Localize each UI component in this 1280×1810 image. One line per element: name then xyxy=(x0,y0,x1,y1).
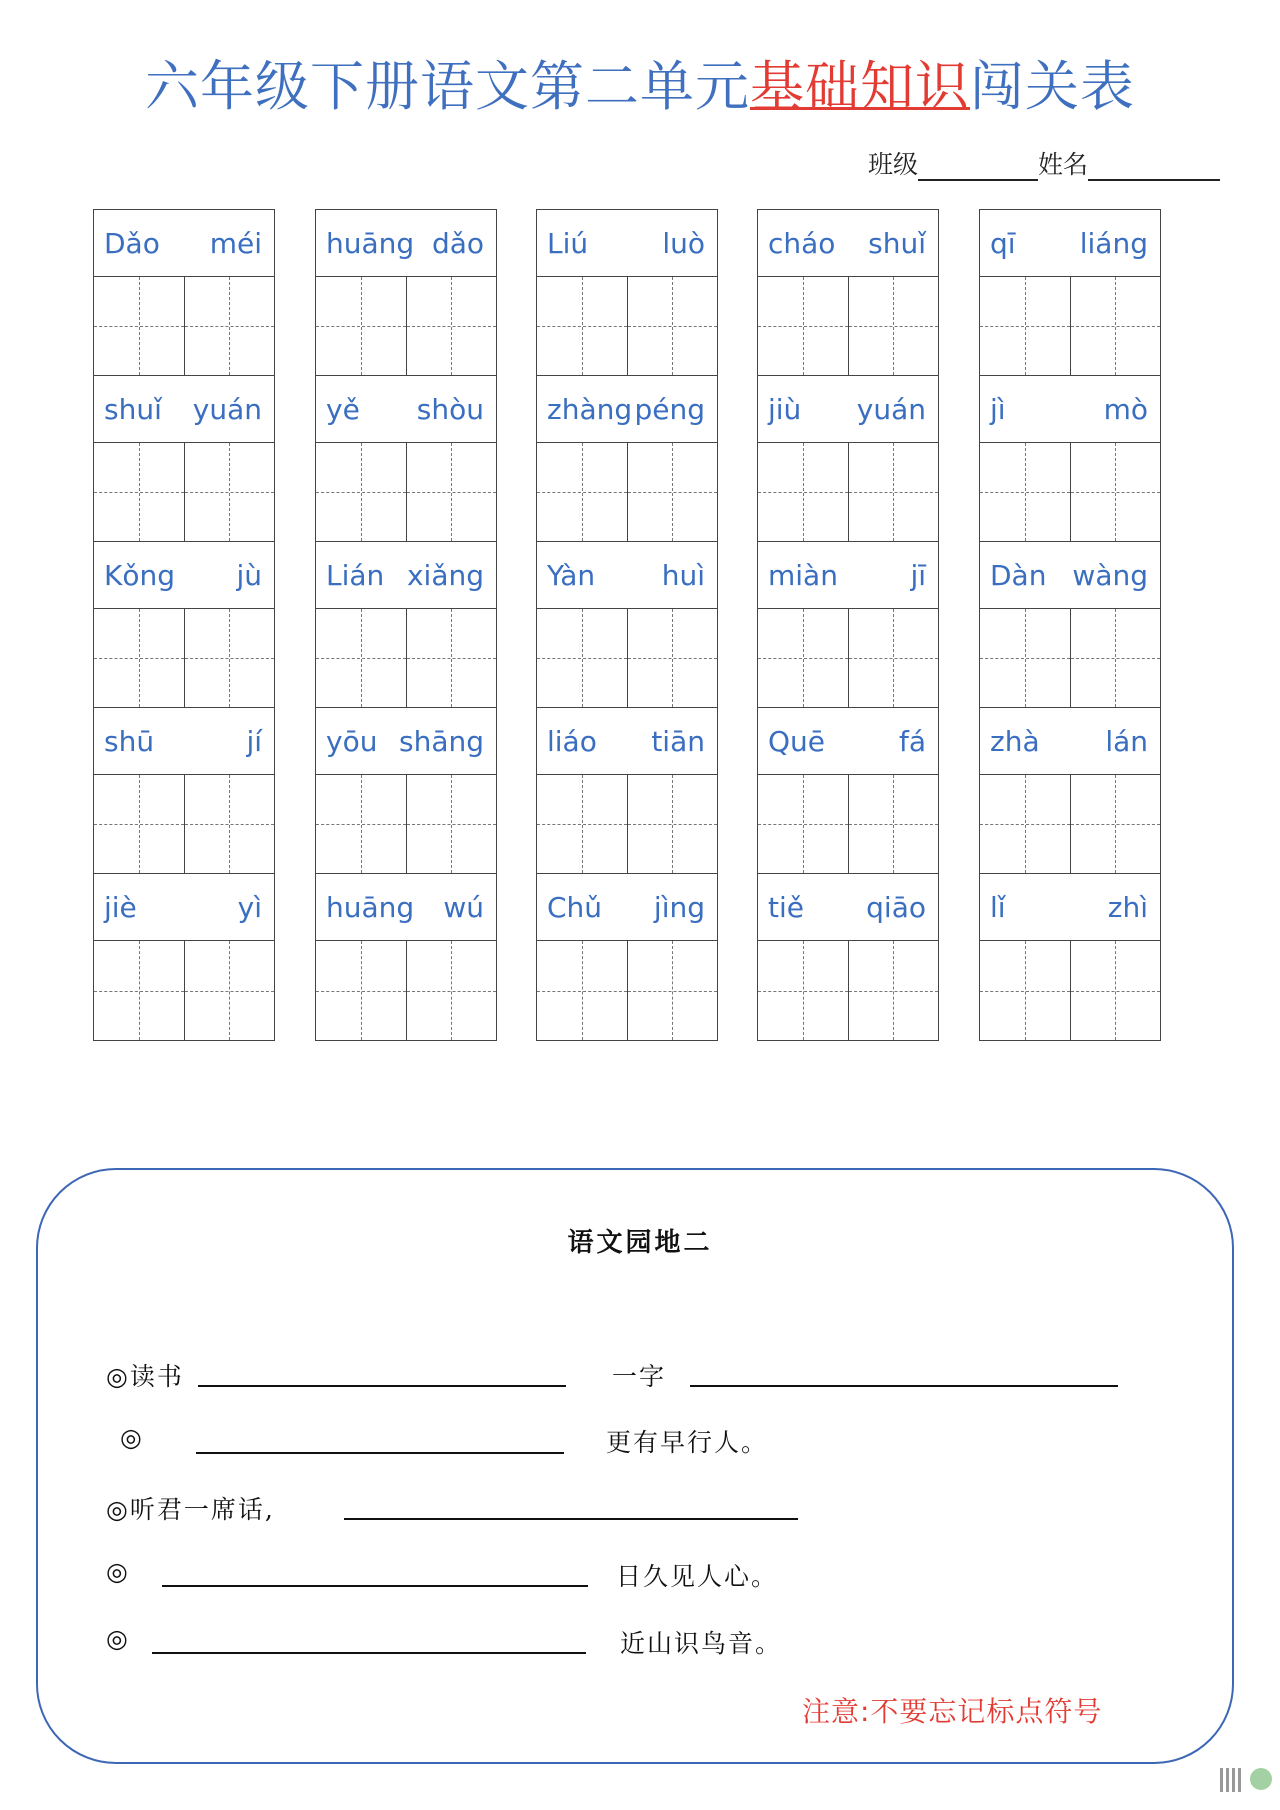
pinyin-syllable: jiù xyxy=(768,392,802,426)
writing-grid xyxy=(980,775,1160,874)
pinyin-row xyxy=(758,210,938,277)
pinyin-column-2 xyxy=(315,209,497,1041)
pinyin-row xyxy=(758,708,938,775)
pinyin-syllable: tiě xyxy=(768,890,804,924)
pinyin-syllable: qī xyxy=(990,226,1016,260)
writing-grid xyxy=(537,775,717,874)
pinyin-syllable: péng xyxy=(634,392,705,426)
pinyin-row xyxy=(94,708,274,775)
tianzige-cell[interactable] xyxy=(980,609,1070,707)
pinyin-syllable: dǎo xyxy=(431,226,484,260)
pinyin-syllable: jí xyxy=(246,724,262,758)
pinyin-row xyxy=(316,210,496,277)
pinyin-row xyxy=(980,210,1160,277)
tianzige-cell[interactable] xyxy=(848,609,939,707)
line4-prefix: ◎ xyxy=(106,1557,130,1586)
name-blank[interactable] xyxy=(1088,153,1220,181)
writing-grid xyxy=(980,609,1160,708)
pinyin-column-1 xyxy=(93,209,275,1041)
pinyin-row xyxy=(758,874,938,941)
tianzige-cell[interactable] xyxy=(1070,775,1161,873)
tianzige-cell[interactable] xyxy=(406,443,497,541)
writing-grid xyxy=(537,443,717,542)
pinyin-syllable: jī xyxy=(910,558,926,592)
tianzige-cell[interactable] xyxy=(980,277,1070,375)
line1-prefix: ◎读书 xyxy=(106,1362,184,1391)
pinyin-syllable: shū xyxy=(104,724,155,758)
line5-suffix: 近山识鸟音。 xyxy=(620,1629,783,1658)
tianzige-cell[interactable] xyxy=(316,443,406,541)
tianzige-cell[interactable] xyxy=(94,775,184,873)
pinyin-syllable: Dàn xyxy=(990,558,1047,592)
pinyin-syllable: wú xyxy=(443,890,484,924)
line2-prefix: ◎ xyxy=(120,1423,144,1452)
tianzige-cell[interactable] xyxy=(406,775,497,873)
tianzige-cell[interactable] xyxy=(848,941,939,1040)
pinyin-syllable: yuán xyxy=(192,392,262,426)
pinyin-syllable: shòu xyxy=(416,392,484,426)
pinyin-syllable: méi xyxy=(209,226,262,260)
title-part-1: 六年级下册语文第二单元 xyxy=(145,55,750,118)
pinyin-row xyxy=(94,542,274,609)
tianzige-cell[interactable] xyxy=(316,609,406,707)
pinyin-syllable: zhà xyxy=(990,724,1040,758)
writing-grid xyxy=(537,277,717,376)
pinyin-row xyxy=(980,874,1160,941)
tianzige-cell[interactable] xyxy=(406,941,497,1040)
line3-prefix: ◎听君一席话, xyxy=(106,1495,275,1524)
tianzige-cell[interactable] xyxy=(758,277,848,375)
pinyin-syllable: wàng xyxy=(1072,558,1148,592)
pinyin-syllable: zhì xyxy=(1107,890,1148,924)
line1-blank-a[interactable] xyxy=(198,1385,566,1387)
pinyin-syllable: fá xyxy=(898,724,926,758)
writing-grid xyxy=(758,941,938,1040)
writing-grid xyxy=(758,609,938,708)
pinyin-syllable: yě xyxy=(326,392,360,426)
pinyin-row xyxy=(758,376,938,443)
pinyin-syllable: luò xyxy=(662,226,705,260)
line2-blank[interactable] xyxy=(196,1452,564,1454)
tianzige-cell[interactable] xyxy=(316,775,406,873)
pinyin-syllable: qiāo xyxy=(866,890,926,924)
tianzige-cell[interactable] xyxy=(627,277,718,375)
page-title xyxy=(0,44,1280,121)
pinyin-syllable: tiān xyxy=(651,724,705,758)
pinyin-syllable: Quē xyxy=(768,724,826,758)
writing-grid xyxy=(94,443,274,542)
writing-grid xyxy=(94,277,274,376)
note-text: 注意:不要忘记标点符号 xyxy=(802,1695,1103,1728)
line1-mid: 一字 xyxy=(612,1362,667,1391)
tianzige-cell[interactable] xyxy=(980,443,1070,541)
writing-grid xyxy=(94,941,274,1040)
pinyin-row xyxy=(94,376,274,443)
pinyin-syllable: shuǐ xyxy=(104,392,162,426)
pinyin-row xyxy=(94,874,274,941)
pinyin-syllable: yì xyxy=(237,890,262,924)
tianzige-cell[interactable] xyxy=(627,941,718,1040)
writing-grid xyxy=(316,443,496,542)
tianzige-cell[interactable] xyxy=(758,443,848,541)
line3-blank[interactable] xyxy=(344,1518,798,1520)
tianzige-cell[interactable] xyxy=(537,443,627,541)
pinyin-row xyxy=(980,708,1160,775)
class-label: 班级 xyxy=(868,150,919,179)
pinyin-column-3 xyxy=(536,209,718,1041)
tianzige-cell[interactable] xyxy=(316,941,406,1040)
tianzige-cell[interactable] xyxy=(184,443,275,541)
pinyin-syllable: jì xyxy=(990,392,1006,426)
pinyin-syllable: lǐ xyxy=(990,890,1006,924)
pinyin-row xyxy=(316,708,496,775)
tianzige-cell[interactable] xyxy=(406,609,497,707)
pinyin-syllable: zhàng xyxy=(547,392,633,426)
writing-grid xyxy=(537,609,717,708)
tianzige-cell[interactable] xyxy=(1070,443,1161,541)
pinyin-syllable: shuǐ xyxy=(868,226,926,260)
pinyin-row xyxy=(316,874,496,941)
writing-grid xyxy=(758,277,938,376)
pinyin-row xyxy=(537,210,717,277)
tianzige-cell[interactable] xyxy=(1070,609,1161,707)
tianzige-cell[interactable] xyxy=(537,941,627,1040)
pinyin-row xyxy=(758,542,938,609)
pinyin-row xyxy=(94,210,274,277)
garden-title: 语文园地二 xyxy=(567,1228,713,1258)
pinyin-syllable: Liú xyxy=(547,226,589,260)
pinyin-syllable: jiè xyxy=(104,890,137,924)
tianzige-cell[interactable] xyxy=(627,775,718,873)
pinyin-syllable: lán xyxy=(1105,724,1148,758)
pinyin-row xyxy=(980,542,1160,609)
class-name-header xyxy=(868,145,1220,181)
line1-blank-b[interactable] xyxy=(690,1385,1118,1387)
pinyin-syllable: miàn xyxy=(768,558,838,592)
pinyin-row xyxy=(316,376,496,443)
tianzige-cell[interactable] xyxy=(848,443,939,541)
tianzige-cell[interactable] xyxy=(627,443,718,541)
writing-grid xyxy=(980,443,1160,542)
name-label: 姓名 xyxy=(1038,150,1089,179)
line5-prefix: ◎ xyxy=(106,1624,130,1653)
pinyin-syllable: huāng xyxy=(326,890,415,924)
logo-icon xyxy=(1250,1768,1272,1790)
pinyin-column-4 xyxy=(757,209,939,1041)
tianzige-cell[interactable] xyxy=(94,609,184,707)
pinyin-syllable: Lián xyxy=(326,558,385,592)
pinyin-syllable: liáng xyxy=(1079,226,1148,260)
writing-grid xyxy=(537,941,717,1040)
writing-grid xyxy=(980,277,1160,376)
writing-grid xyxy=(316,609,496,708)
writing-grid xyxy=(94,609,274,708)
pinyin-row xyxy=(537,874,717,941)
pinyin-syllable: liáo xyxy=(547,724,597,758)
writing-grid xyxy=(758,775,938,874)
pinyin-syllable: xiǎng xyxy=(406,558,484,592)
line4-suffix: 日久见人心。 xyxy=(616,1562,779,1591)
pinyin-syllable: shāng xyxy=(398,724,484,758)
tianzige-cell[interactable] xyxy=(94,941,184,1040)
tianzige-cell[interactable] xyxy=(1070,941,1161,1040)
tianzige-cell[interactable] xyxy=(980,775,1070,873)
pinyin-syllable: huì xyxy=(661,558,705,592)
tianzige-cell[interactable] xyxy=(316,277,406,375)
tianzige-cell[interactable] xyxy=(627,609,718,707)
tianzige-cell[interactable] xyxy=(537,775,627,873)
line2-suffix: 更有早行人。 xyxy=(606,1428,769,1457)
tianzige-cell[interactable] xyxy=(184,941,275,1040)
pinyin-syllable: yuán xyxy=(856,392,926,426)
pinyin-row xyxy=(537,708,717,775)
pinyin-syllable: Kǒng xyxy=(104,558,176,592)
title-highlight: 基础知识 xyxy=(750,55,970,118)
pinyin-row xyxy=(316,542,496,609)
tianzige-cell[interactable] xyxy=(184,277,275,375)
tianzige-cell[interactable] xyxy=(848,277,939,375)
tianzige-cell[interactable] xyxy=(184,609,275,707)
writing-grid xyxy=(316,277,496,376)
pinyin-syllable: jù xyxy=(236,558,262,592)
pinyin-column-5 xyxy=(979,209,1161,1041)
tianzige-cell[interactable] xyxy=(94,277,184,375)
pinyin-row xyxy=(537,376,717,443)
pinyin-row xyxy=(537,542,717,609)
pinyin-syllable: jìng xyxy=(653,890,705,924)
writing-grid xyxy=(980,941,1160,1040)
tianzige-cell[interactable] xyxy=(406,277,497,375)
class-blank[interactable] xyxy=(918,153,1038,181)
line5-blank[interactable] xyxy=(152,1652,586,1654)
qr-code-icon xyxy=(1220,1768,1244,1792)
line4-blank[interactable] xyxy=(162,1585,588,1587)
pinyin-syllable: Chǔ xyxy=(547,890,603,924)
tianzige-cell[interactable] xyxy=(537,277,627,375)
pinyin-syllable: Yàn xyxy=(547,558,596,592)
writing-grid xyxy=(758,443,938,542)
tianzige-cell[interactable] xyxy=(980,941,1070,1040)
writing-grid xyxy=(316,941,496,1040)
tianzige-cell[interactable] xyxy=(758,775,848,873)
tianzige-cell[interactable] xyxy=(848,775,939,873)
tianzige-cell[interactable] xyxy=(184,775,275,873)
tianzige-cell[interactable] xyxy=(758,941,848,1040)
pinyin-row xyxy=(980,376,1160,443)
pinyin-syllable: Dǎo xyxy=(104,226,160,260)
tianzige-cell[interactable] xyxy=(94,443,184,541)
pinyin-syllable: cháo xyxy=(768,226,836,260)
tianzige-cell[interactable] xyxy=(1070,277,1161,375)
pinyin-syllable: yōu xyxy=(326,724,378,758)
pinyin-syllable: huāng xyxy=(326,226,415,260)
writing-grid xyxy=(94,775,274,874)
tianzige-cell[interactable] xyxy=(537,609,627,707)
tianzige-cell[interactable] xyxy=(758,609,848,707)
pinyin-syllable: mò xyxy=(1103,392,1148,426)
writing-grid xyxy=(316,775,496,874)
title-part-3: 闯关表 xyxy=(970,55,1135,118)
